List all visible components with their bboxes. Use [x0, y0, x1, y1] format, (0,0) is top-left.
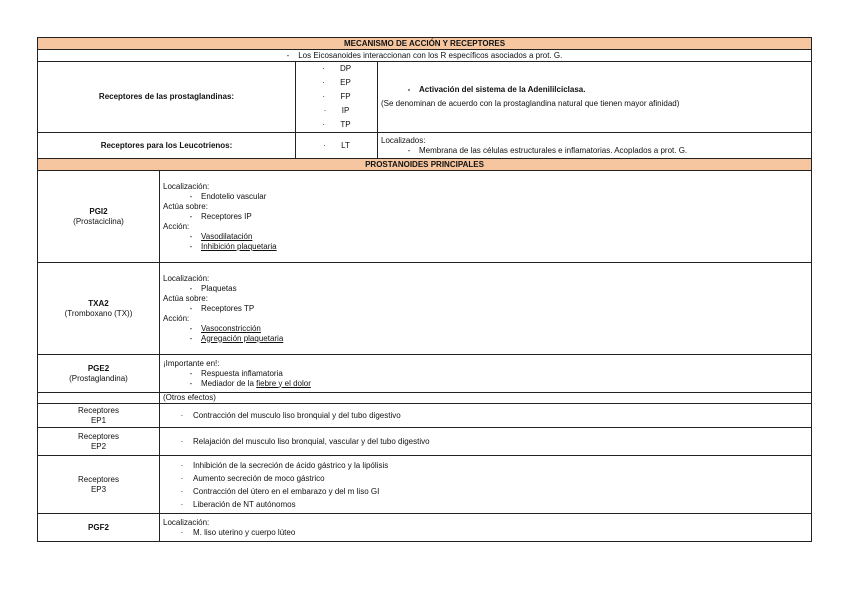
ep1-label: Receptores EP1	[38, 404, 160, 428]
intro-dash: -	[286, 50, 290, 60]
leuko-receptors-label: Receptores para los Leucotrienos:	[38, 133, 296, 159]
txa2-details: Localización: - Plaquetas Actúa sobre: - Receptores TP Acción: - Vasoconstricción - Agregación plaquetaria	[160, 263, 812, 355]
code-ip: · IP	[323, 106, 350, 115]
pgi2-details: Localización: - Endotelio vascular Actúa sobre: - Receptores IP Acción: - Vasodilatación - Inhibición plaquetaria	[160, 171, 812, 263]
pgi2-label: PGI2 (Prostaciclina)	[38, 171, 160, 263]
ep2-label: Receptores EP2	[38, 428, 160, 456]
otros-empty	[38, 393, 160, 404]
adenylyl-activation: - Activación del sistema de la Adenililciclasa.	[407, 85, 586, 94]
pge2-label: PGE2 (Prostaglandina)	[38, 355, 160, 393]
ep3-effects: · Inhibición de la secreción de ácido gástrico y la lipólisis · Aumento secreción de moco gástrico · Contracción del útero en el embarazo y del m liso GI · Liberación de NT autónomos	[160, 456, 812, 514]
section-header-prostanoids: PROSTANOIDES PRINCIPALES	[38, 159, 812, 171]
pgf2-label: PGF2	[38, 514, 160, 542]
ep2-effect: · Relajación del musculo liso bronquial, vascular y del tubo digestivo	[160, 428, 812, 456]
prost-receptor-codes	[296, 62, 378, 133]
code-fp: · FP	[322, 92, 351, 101]
pge2-details: ¡Importante en!: - Respuesta inflamatoria - Mediador de la fiebre y el dolor	[160, 355, 812, 393]
ep1-effect: · Contracción del musculo liso bronquial y del tubo digestivo	[160, 404, 812, 428]
code-dp: · DP	[321, 64, 352, 73]
intro-text: Los Eicosanoides interaccionan con los R específicos asociados a prot. G.	[298, 50, 563, 60]
prost-receptors-label: Receptores de las prostaglandinas:	[38, 62, 296, 133]
prost-receptor-effect	[378, 62, 812, 133]
ep3-label: Receptores EP3	[38, 456, 160, 514]
otros-efectos: (Otros efectos)	[160, 393, 812, 404]
leuko-loc-item: - Membrana de las células estructurales e inflamatorias. Acoplados a prot. G.	[407, 145, 688, 155]
receptors-table	[37, 37, 812, 542]
intro-row	[38, 50, 812, 62]
code-ep: · EP	[322, 78, 351, 87]
txa2-label: TXA2 (Tromboxano (TX))	[38, 263, 160, 355]
leuko-code: · LT	[296, 133, 378, 159]
section-header-mechanism: MECANISMO DE ACCIÓN Y RECEPTORES	[38, 38, 812, 50]
leuko-location	[378, 133, 812, 159]
pgf2-details: Localización: · M. liso uterino y cuerpo lúteo	[160, 514, 812, 542]
leuko-loc-title: Localizados:	[381, 135, 426, 145]
naming-note: (Se denominan de acuerdo con la prostaglandina natural que tienen mayor afinidad)	[381, 99, 680, 108]
code-tp: · TP	[322, 120, 351, 129]
